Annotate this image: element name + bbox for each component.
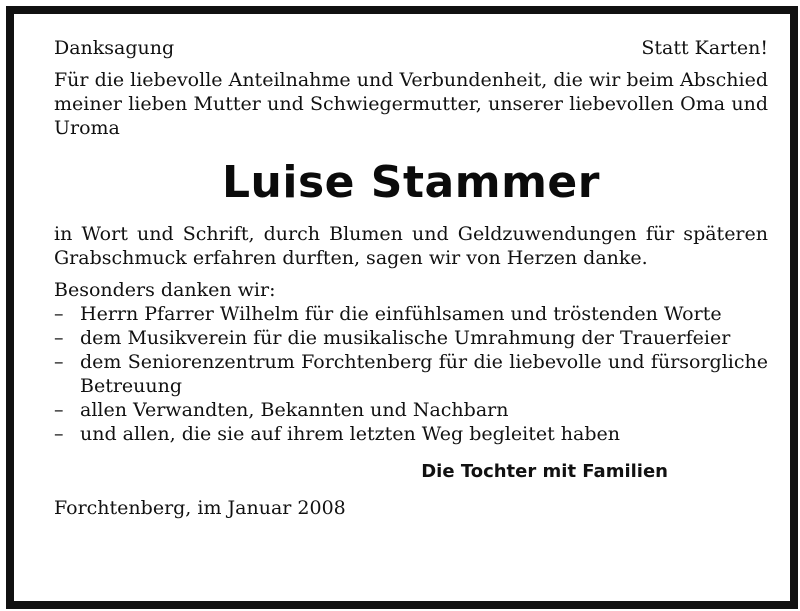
dash-bullet: – — [54, 303, 64, 325]
dash-bullet: – — [54, 423, 64, 445]
deceased-name: Luise Stammer — [222, 157, 600, 208]
dash-bullet: – — [54, 399, 64, 421]
list-item — [54, 302, 768, 326]
special-thanks-list — [54, 302, 768, 446]
notice-content — [54, 36, 768, 520]
list-item — [54, 422, 768, 446]
list-item — [54, 398, 768, 422]
dash-bullet: – — [54, 327, 64, 349]
list-item-text: dem Seniorenzentrum Forchtenberg für die liebevolle und fürsorgliche Betreuung — [80, 351, 768, 397]
list-item — [54, 326, 768, 350]
statt-karten-label: Statt Karten! — [641, 37, 768, 59]
notice-type-label: Danksagung — [54, 37, 175, 59]
list-item-text: allen Verwandten, Bekannten und Nachbarn — [80, 399, 509, 421]
dash-bullet: – — [54, 351, 64, 373]
obituary-notice — [6, 6, 798, 609]
place-date: Forchtenberg, im Januar 2008 — [54, 497, 346, 519]
signature: Die Tochter mit Familien — [421, 461, 668, 482]
header-row — [54, 36, 768, 60]
thanks-paragraph: in Wort und Schrift, durch Blumen und Geldzuwendungen für späteren Grabschmuck erfahren durften, sagen wir von Herzen danke. — [54, 223, 768, 269]
list-item-text: dem Musikverein für die musikalische Umrahmung der Trauerfeier — [80, 327, 731, 349]
special-thanks-heading: Besonders danken wir: — [54, 279, 276, 301]
list-item-text: Herrn Pfarrer Wilhelm für die einfühlsamen und tröstenden Worte — [80, 303, 722, 325]
list-item-text: und allen, die sie auf ihrem letzten Weg begleitet haben — [80, 423, 620, 445]
list-item — [54, 350, 768, 398]
intro-paragraph: Für die liebevolle Anteilnahme und Verbundenheit, die wir beim Abschied meiner lieben Mutter und Schwiegermutter, unserer liebevollen Oma und Uroma — [54, 69, 768, 139]
